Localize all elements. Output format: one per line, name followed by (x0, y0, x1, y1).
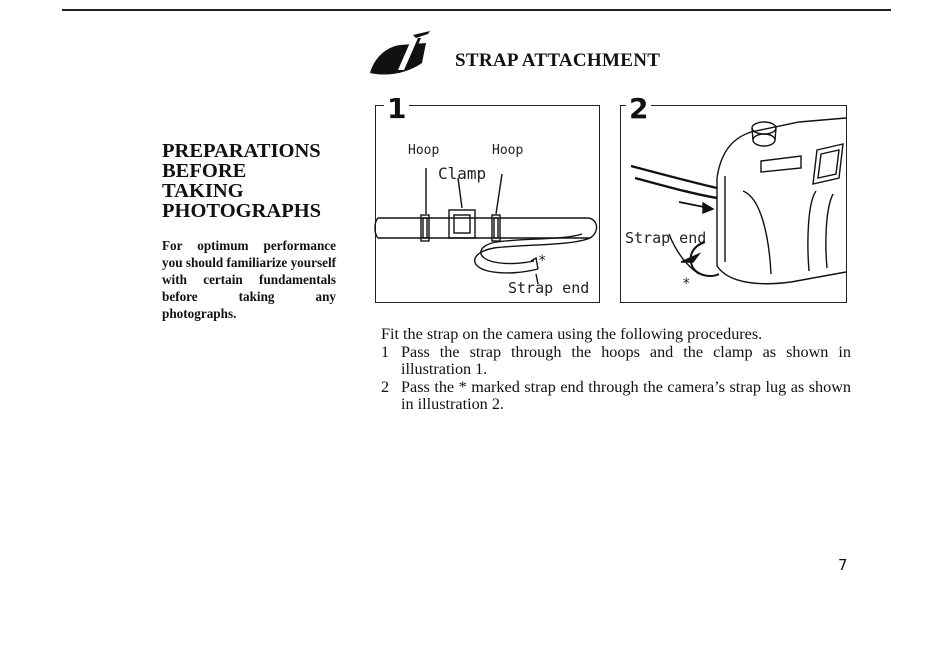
preparations-heading (162, 141, 321, 221)
top-rule (62, 9, 891, 11)
section-title: STRAP ATTACHMENT (455, 50, 661, 71)
strap-end-label: Strap end (625, 229, 707, 247)
instruction-step (381, 344, 851, 379)
instructions (381, 326, 851, 414)
heading-line: BEFORE (162, 160, 247, 182)
asterisk-mark: * (538, 253, 547, 269)
strap-drawing (376, 106, 601, 304)
clamp-label: Clamp (438, 164, 487, 183)
step-number: 2 (381, 377, 390, 396)
page-number: 7 (838, 556, 848, 574)
figure-number: 1 (384, 95, 409, 123)
hoop-label-left: Hoop (408, 143, 440, 158)
asterisk-mark: * (682, 276, 691, 292)
figure-number: 2 (626, 95, 651, 123)
preparations-intro: For optimum performance you should familiarize yourself with certain fundamentals before taking any photographs. (162, 238, 337, 321)
illustration-1 (375, 92, 600, 303)
camera-drawing (621, 106, 848, 304)
heading-line: TAKING (162, 180, 244, 202)
heading-line: PREPARATIONS (162, 140, 321, 162)
illustration-2 (620, 92, 847, 303)
instruction-step (381, 379, 851, 414)
section-1-slanted-numeral-icon (368, 30, 446, 78)
step-number: 1 (381, 342, 390, 361)
heading-line: PHOTOGRAPHS (162, 200, 322, 222)
instructions-intro: Fit the strap on the camera using the following procedures. (381, 325, 763, 343)
step-text: Pass the strap through the hoops and the clamp as shown in illustration 1. (401, 342, 851, 378)
strap-end-label: Strap end (508, 279, 590, 297)
hoop-label-right: Hoop (492, 143, 524, 158)
step-text: Pass the * marked strap end through the camera’s strap lug as shown in illustration 2. (401, 377, 851, 413)
